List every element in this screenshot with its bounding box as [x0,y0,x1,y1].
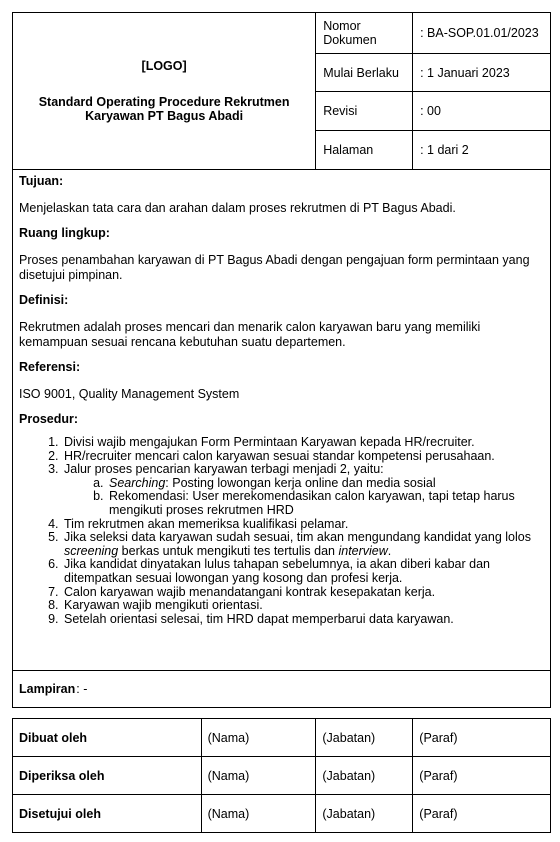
approval-role: Diperiksa oleh [13,757,202,795]
procedure-step-8: 8. Karyawan wajib mengikuti orientasi. [62,599,544,613]
approval-table [12,718,551,833]
procedure-step-3b: b. Rekomendasi: User merekomendasikan calon karyawan, tapi tetap harus mengikuti proses rekrutmen HRD [107,490,544,517]
approval-position: (Jabatan) [316,719,413,757]
procedure-step-6: 6. Jika kandidat dinyatakan lulus tahapan sebelumnya, ia akan diberi kabar dan ditempatkan sesuai lowongan yang kosong dan profesi kerja. [62,558,544,585]
sop-document [12,12,551,833]
section-title-tujuan: Tujuan: [19,174,64,188]
procedure-list [19,436,544,626]
document-title-line-2: Karyawan PT Bagus Abadi [85,109,244,123]
attachment-row [12,670,551,708]
revision-label: Revisi [316,92,413,131]
attachment-value: : - [76,682,88,696]
section-title-referensi: Referensi: [19,360,81,374]
document-header [12,12,551,170]
section-title-ruang-lingkup: Ruang lingkup: [19,226,110,240]
procedure-step-5: 5. Jika seleksi data karyawan sudah sesuai, tim akan mengundang kandidat yang lolos screening berkas untuk mengikuti tes tertulis dan interview. [62,531,544,558]
header-title-cell [13,13,316,170]
document-title-line-1: Standard Operating Procedure Rekrutmen [38,95,290,109]
document-body [12,170,551,670]
approval-row [13,719,551,757]
approval-initial: (Paraf) [413,795,551,833]
procedure-step-3a: a. Searching: Posting lowongan kerja online dan media sosial [107,477,544,491]
approval-row [13,795,551,833]
procedure-step-4: 4. Tim rekrutmen akan memeriksa kualifikasi pelamar. [62,518,544,532]
doc-number-value: : BA-SOP.01.01/2023 [413,13,551,54]
approval-position: (Jabatan) [316,757,413,795]
revision-value: : 00 [413,92,551,131]
logo-placeholder: [LOGO] [141,59,187,73]
doc-number-label: Nomor Dokumen [316,13,413,54]
approval-name: (Nama) [201,719,316,757]
effective-date-value: : 1 Januari 2023 [413,54,551,92]
procedure-step-2: 2. HR/recruiter mencari calon karyawan sesuai standar kompetensi perusahaan. [62,450,544,464]
approval-role: Disetujui oleh [13,795,202,833]
procedure-sub-list [64,477,544,518]
approval-initial: (Paraf) [413,719,551,757]
procedure-step-7: 7. Calon karyawan wajib menandatangani kontrak kesepakatan kerja. [62,586,544,600]
procedure-step-9: 9. Setelah orientasi selesai, tim HRD dapat memperbarui data karyawan. [62,613,544,627]
section-text-tujuan: Menjelaskan tata cara dan arahan dalam proses rekrutmen di PT Bagus Abadi. [19,201,456,215]
attachment-label: Lampiran [19,682,76,696]
searching-term: Searching [109,475,166,490]
approval-name: (Nama) [201,795,316,833]
section-title-prosedur: Prosedur: [19,412,79,426]
procedure-step-3 [62,463,544,517]
procedure-step-3-text: Jalur proses pencarian karyawan terbagi menjadi 2, yaitu: [64,462,384,477]
page-value: : 1 dari 2 [413,131,551,170]
approval-role: Dibuat oleh [13,719,202,757]
approval-row [13,757,551,795]
section-text-definisi: Rekrutmen adalah proses mencari dan menarik calon karyawan baru yang memiliki kemampuan sesuai rencana kebutuhan suatu departemen. [19,320,481,349]
effective-date-label: Mulai Berlaku [316,54,413,92]
section-text-referensi: ISO 9001, Quality Management System [19,387,240,401]
approval-initial: (Paraf) [413,757,551,795]
section-title-definisi: Definisi: [19,293,69,307]
section-text-ruang-lingkup: Proses penambahan karyawan di PT Bagus Abadi dengan pengajuan form permintaan yang disetujui pimpinan. [19,253,530,282]
procedure-step-1: 1. Divisi wajib mengajukan Form Permintaan Karyawan kepada HR/recruiter. [62,436,544,450]
page-label: Halaman [316,131,413,170]
approval-position: (Jabatan) [316,795,413,833]
approval-name: (Nama) [201,757,316,795]
